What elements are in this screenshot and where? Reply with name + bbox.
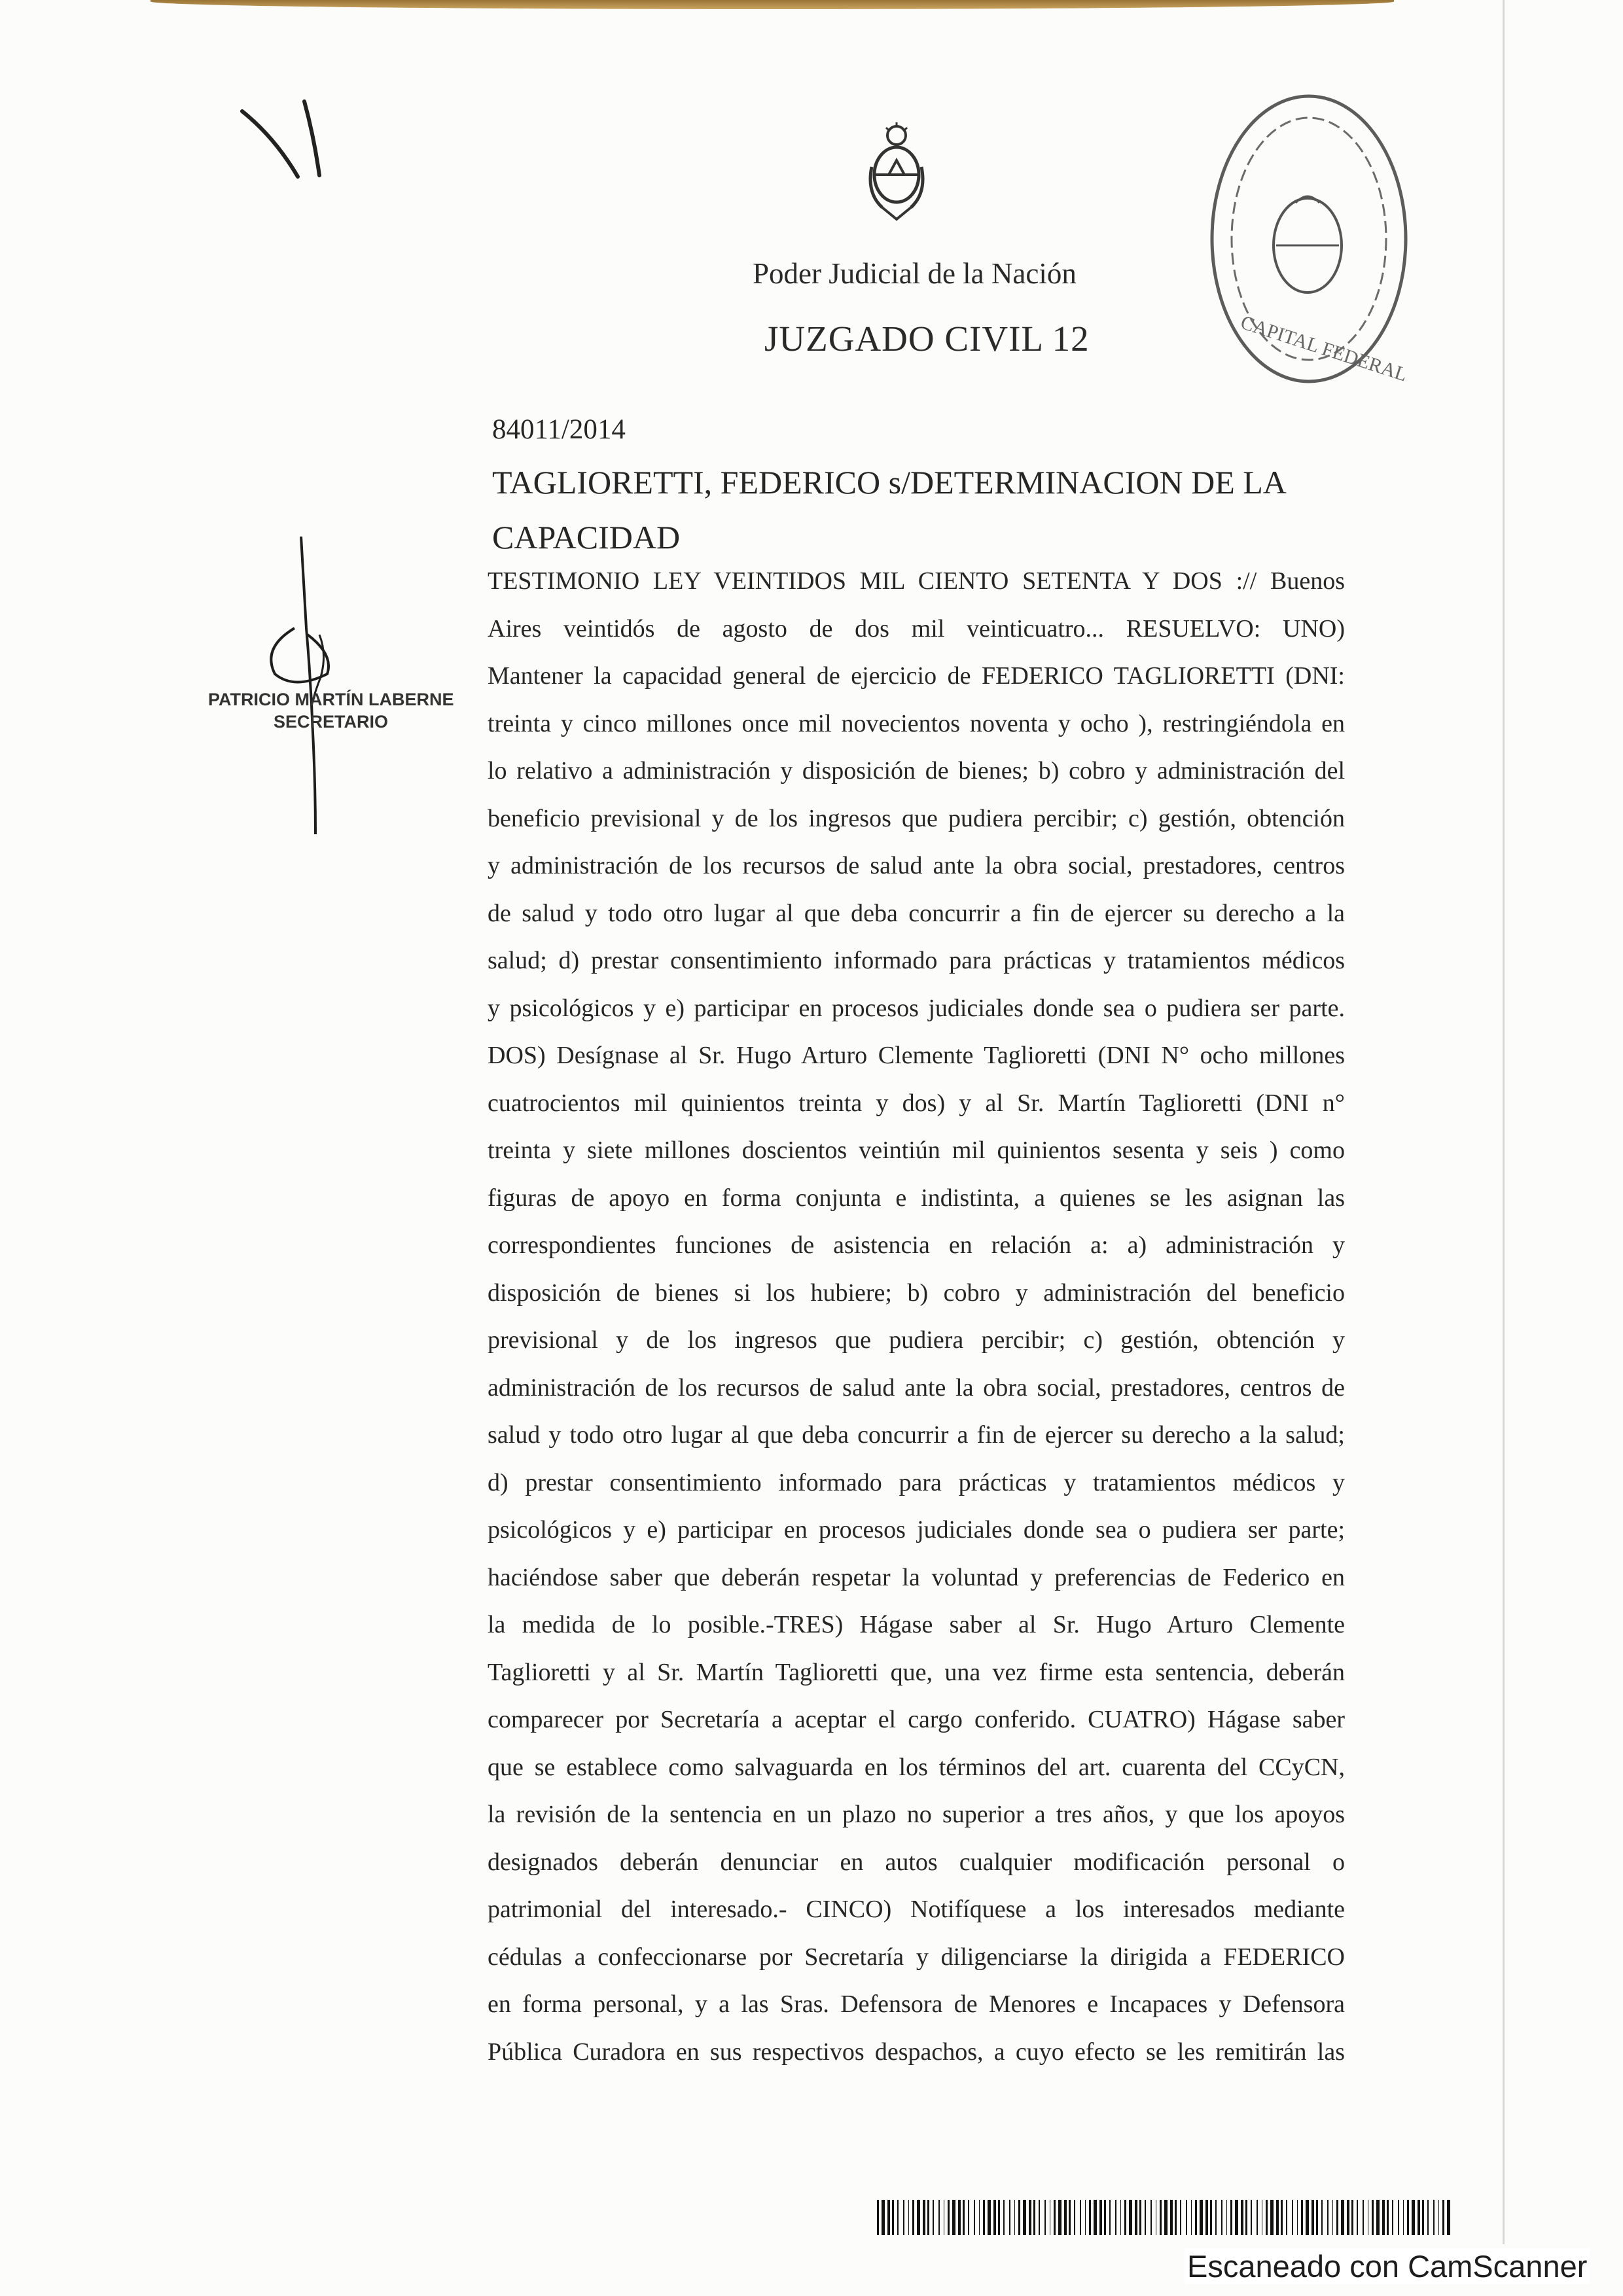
barcode-bar [1235, 2200, 1238, 2235]
body-line: cédulas a confeccionarse por Secretaría y diligenciarse la dirigida a FEDERICO [488, 1943, 1345, 1971]
barcode-bar [1357, 2200, 1358, 2235]
barcode-bar [1363, 2200, 1364, 2235]
barcode-bar [1376, 2200, 1380, 2235]
barcode-bar [1139, 2200, 1141, 2235]
barcode-bar [979, 2200, 980, 2235]
barcode-bar [1064, 2200, 1067, 2235]
barcode-bar [1186, 2200, 1187, 2235]
body-line: beneficio previsional y de los ingresos que pudiera percibir; c) gestión, obtención [488, 804, 1345, 832]
barcode-bar [912, 2200, 914, 2235]
body-line: y administración de los recursos de salud ante la obra social, prestadores, centros [488, 852, 1345, 879]
body-line: d) prestar consentimiento informado para prácticas y tratamientos médicos y [488, 1468, 1345, 1496]
body-line: la revisión de la sentencia en un plazo no superior a tres años, y que los apoyos [488, 1801, 1345, 1828]
barcode-bar [1387, 2200, 1389, 2235]
barcode-bar [963, 2200, 965, 2235]
barcode-bar [993, 2200, 996, 2235]
body-line: Aires veintidós de agosto de dos mil veinticuatro... RESUELVO: UNO) [488, 614, 1345, 643]
barcode-bar [1018, 2200, 1020, 2235]
barcode-bar [1150, 2200, 1152, 2235]
barcode-bar [1427, 2200, 1429, 2235]
barcode-bar [1382, 2200, 1385, 2235]
barcode-bar [1321, 2200, 1323, 2235]
body-line: figuras de apoyo en forma conjunta e indistinta, a quienes se les asignan las [488, 1184, 1345, 1212]
scanner-watermark: Escaneado con CamScanner [1185, 2248, 1590, 2284]
barcode-bar [1074, 2200, 1075, 2235]
barcode-bar [897, 2200, 899, 2235]
barcode-bar [1447, 2200, 1450, 2235]
court-seal-stamp [1198, 85, 1420, 393]
barcode-bar [1351, 2200, 1353, 2235]
barcode-bar [1094, 2200, 1097, 2235]
barcode-bar [1033, 2200, 1035, 2235]
body-line: que se establece como salvaguarda en los términos del art. cuarenta del CCyCN, [488, 1753, 1345, 1781]
barcode-bar [1442, 2200, 1444, 2235]
barcode-bar [952, 2200, 955, 2235]
body-line: TESTIMONIO LEY VEINTIDOS MIL CIENTO SETENTA Y DOS :// Buenos [488, 567, 1345, 595]
barcode-bar [887, 2200, 890, 2235]
barcode-bar [877, 2200, 879, 2235]
barcode-bar [1089, 2200, 1091, 2235]
barcode-bar [1023, 2200, 1026, 2235]
barcode-bar [1085, 2200, 1086, 2235]
body-line: patrimonial del interesado.- CINCO) Notifíquese a los interesados mediante [488, 1896, 1345, 1923]
caption-line: CAPACIDAD [492, 519, 681, 556]
barcode-bar [1200, 2200, 1203, 2235]
barcode-bar [923, 2200, 925, 2235]
body-line: administración de los recursos de salud ante la obra social, prestadores, centros de [488, 1373, 1345, 1402]
body-line: Mantener la capacidad general de ejercicio de FEDERICO TAGLIORETTI (DNI: [488, 662, 1345, 690]
barcode-bar [983, 2200, 985, 2235]
barcode-bar [1266, 2200, 1268, 2235]
barcode-bar [1014, 2200, 1015, 2235]
court-department: JUZGADO CIVIL 12 [764, 319, 1090, 359]
svg-text:CAPITAL FEDERAL: CAPITAL FEDERAL [1238, 311, 1410, 386]
body-line: de salud y todo otro lugar al que deba concurrir a fin de ejercer su derecho a la [488, 899, 1345, 927]
barcode-bar [1069, 2200, 1071, 2235]
barcode-bar [1301, 2200, 1303, 2235]
barcode-bar [1372, 2200, 1374, 2235]
body-line: cuatrocientos mil quinientos treinta y dos) y al Sr. Martín Taglioretti (DNI n° [488, 1089, 1345, 1117]
barcode-bar [882, 2200, 885, 2235]
barcode-bar [1433, 2200, 1435, 2235]
barcode-bar [1270, 2200, 1274, 2235]
barcode-bar [1054, 2200, 1056, 2235]
barcode-bar [968, 2200, 969, 2235]
barcode-bar [1191, 2200, 1192, 2235]
barcode-bar [948, 2200, 950, 2235]
barcode-bar [1205, 2200, 1208, 2235]
body-line: lo relativo a administración y disposición de bienes; b) cobro y administración del [488, 757, 1345, 785]
barcode-bar [1180, 2200, 1181, 2235]
barcode-bar [1412, 2200, 1415, 2235]
barcode-bar [1039, 2200, 1040, 2235]
barcode-bar [903, 2200, 904, 2235]
body-line: psicológicos y e) participar en procesos judiciales donde sea o pudiera ser parte; [488, 1516, 1345, 1544]
barcode-bar [1398, 2200, 1399, 2235]
barcode-bar [1129, 2200, 1132, 2235]
case-number: 84011/2014 [492, 414, 626, 445]
body-line: treinta y cinco millones once mil novecientos noventa y ocho ), restringiéndola en [488, 709, 1345, 737]
barcode-bar [1029, 2200, 1031, 2235]
body-line: DOS) Desígnase al Sr. Hugo Arturo Clemente Taglioretti (DNI N° ocho millones [488, 1042, 1345, 1069]
barcode-bar [1044, 2200, 1046, 2235]
barcode-bar [1403, 2200, 1404, 2235]
barcode-bar [1438, 2200, 1439, 2235]
barcode-bar [1215, 2200, 1217, 2235]
barcode-bar [1245, 2200, 1247, 2235]
body-line: previsional y de los ingresos que pudiera percibir; c) gestión, obtención y [488, 1326, 1345, 1354]
case-caption [492, 455, 1310, 565]
barcode-bar [1124, 2200, 1126, 2235]
barcode-bar [1327, 2200, 1329, 2235]
barcode-bar [1292, 2200, 1293, 2235]
barcode-bar [1257, 2200, 1258, 2235]
barcode-bar [1109, 2200, 1111, 2235]
barcode-bar [1332, 2200, 1333, 2235]
barcode-bar [1297, 2200, 1298, 2235]
body-line: salud; d) prestar consentimiento informado para prácticas y tratamientos médicos [488, 947, 1345, 974]
barcode [877, 2200, 1453, 2235]
body-line: Taglioretti y al Sr. Martín Taglioretti que, una vez firme esta sentencia, deberán [488, 1658, 1345, 1686]
barcode-bar [1230, 2200, 1232, 2235]
barcode-bar [917, 2200, 920, 2235]
body-line: Pública Curadora en sus respectivos despachos, a cuyo efecto se les remitirán las [488, 2038, 1345, 2066]
barcode-bar [958, 2200, 961, 2235]
barcode-bar [892, 2200, 894, 2235]
barcode-bar [1164, 2200, 1168, 2235]
body-line: haciéndose saber que deberán respetar la voluntad y preferencias de Federico en [488, 1563, 1345, 1591]
barcode-bar [1080, 2200, 1081, 2235]
barcode-bar [1160, 2200, 1162, 2235]
barcode-bar [1347, 2200, 1349, 2235]
barcode-bar [1115, 2200, 1116, 2235]
barcode-bar [1221, 2200, 1222, 2235]
barcode-bar [1195, 2200, 1197, 2235]
caption-line: TAGLIORETTI, FEDERICO s/DETERMINACION DE LA [492, 464, 1287, 501]
barcode-bar [974, 2200, 975, 2235]
body-line: treinta y siete millones doscientos veintiún mil quinientos sesenta y seis ) como [488, 1137, 1345, 1164]
signatory-title: SECRETARIO [274, 712, 389, 732]
barcode-bar [1422, 2200, 1424, 2235]
barcode-bar [1341, 2200, 1344, 2235]
barcode-bar [1135, 2200, 1137, 2235]
barcode-bar [908, 2200, 909, 2235]
barcode-bar [1170, 2200, 1173, 2235]
barcode-bar [1099, 2200, 1102, 2235]
barcode-bar [1281, 2200, 1283, 2235]
body-line: comparecer por Secretaría a aceptar el cargo conferido. CUATRO) Hágase saber [488, 1706, 1345, 1733]
body-line: designados deberán denunciar en autos cualquier modificación personal o [488, 1848, 1345, 1876]
handwritten-page-mark [236, 98, 340, 190]
body-line: disposición de bienes si los hubiere; b) cobro y administración del beneficio [488, 1279, 1345, 1307]
signatory-name: PATRICIO MARTÍN LABERNE [208, 690, 454, 709]
barcode-bar [1175, 2200, 1177, 2235]
barcode-bar [1418, 2200, 1420, 2235]
barcode-bar [1316, 2200, 1318, 2235]
barcode-bar [1009, 2200, 1010, 2235]
barcode-bar [1210, 2200, 1212, 2235]
barcode-bar [1276, 2200, 1279, 2235]
barcode-bar [1286, 2200, 1287, 2235]
body-line: en forma personal, y a las Sras. Defensora de Menores e Incapaces y Defensora [488, 1990, 1345, 2018]
signature-stamp [208, 688, 454, 733]
barcode-bar [927, 2200, 929, 2235]
body-line: correspondientes funciones de asistencia en relación a: a) administración y [488, 1231, 1345, 1259]
barcode-bar [938, 2200, 940, 2235]
barcode-bar [1104, 2200, 1106, 2235]
barcode-bar [1058, 2200, 1061, 2235]
barcode-bar [1241, 2200, 1243, 2235]
body-line: la medida de lo posible.-TRES) Hágase saber al Sr. Hugo Arturo Clemente [488, 1611, 1345, 1638]
resolution-text [488, 557, 1345, 2075]
barcode-bar [1226, 2200, 1227, 2235]
barcode-bar [1003, 2200, 1005, 2235]
body-line: y psicológicos y e) participar en procesos judiciales donde sea o pudiera ser parte. [488, 994, 1345, 1022]
handwritten-signature [196, 537, 471, 838]
barcode-bar [1251, 2200, 1252, 2235]
barcode-bar [933, 2200, 934, 2235]
national-coat-of-arms-icon [863, 121, 931, 226]
barcode-bar [998, 2200, 1000, 2235]
barcode-bar [1120, 2200, 1121, 2235]
barcode-bar [1145, 2200, 1146, 2235]
barcode-bar [1306, 2200, 1309, 2235]
barcode-bar [1392, 2200, 1393, 2235]
barcode-bar [1311, 2200, 1314, 2235]
barcode-bar [988, 2200, 991, 2235]
body-line: salud y todo otro lugar al que deba concurrir a fin de ejercer su derecho a la salud; [488, 1421, 1345, 1449]
court-name: Poder Judicial de la Nación [753, 257, 1077, 290]
page-top-edge [151, 0, 1394, 9]
barcode-bar [1336, 2200, 1338, 2235]
barcode-bar [1407, 2200, 1409, 2235]
